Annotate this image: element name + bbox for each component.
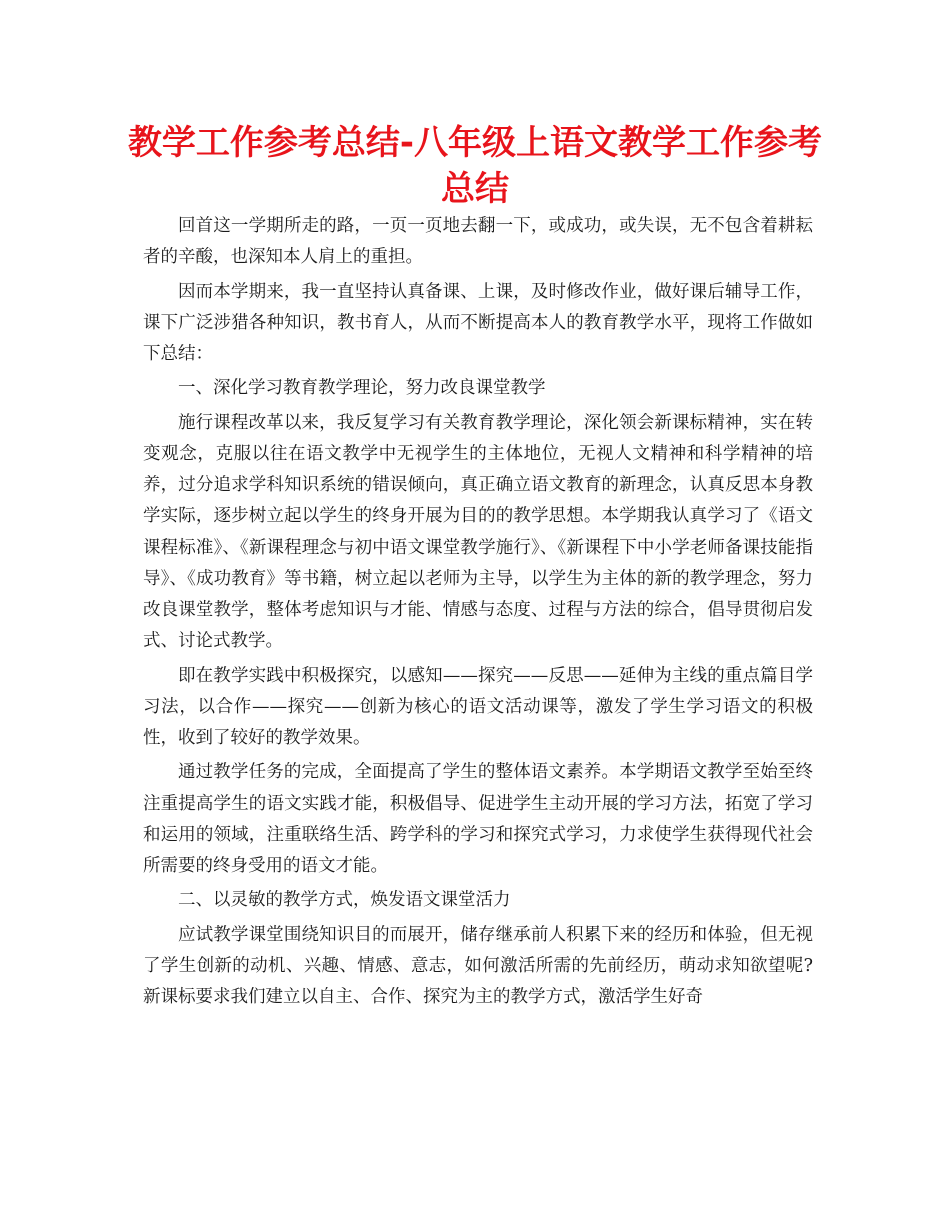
section-heading-2: 二、以灵敏的教学方式，焕发语文课堂活力 <box>178 890 511 911</box>
paragraph-2: 因而本学期来，我一直坚持认真备课、上课，及时修改作业，做好课后辅导工作，课下广泛涉猎各种知识，教书育人，从而不断提高本人的教育教学水平，现将工作做如下总结： <box>143 281 813 364</box>
document-body <box>143 211 813 1017</box>
paragraph-4: 即在教学实践中积极探究，以感知——探究——反思——延伸为主线的重点篇目学习法，以合作——探究——创新为核心的语文活动课等，激发了学生学习语文的积极性，收到了较好的教学效果。 <box>143 665 813 748</box>
paragraph-6: 应试教学课堂围绕知识目的而展开，储存继承前人积累下来的经历和体验，但无视了学生创新的动机、兴趣、情感、意志，如何激活所需的先前经历，萌动求知欲望呢?新课标要求我们建立以自主、合作、探究为主的教学方式，激活学生好奇 <box>143 924 813 1008</box>
document-title: 教学工作参考总结-八年级上语文教学工作参考总结 <box>127 123 823 209</box>
section-heading-1: 一、深化学习教育教学理论，努力改良课堂教学 <box>178 378 546 399</box>
paragraph-3: 施行课程改革以来，我反复学习有关教育教学理论，深化领会新课标精神，实在转变观念，克服以往在语文教学中无视学生的主体地位，无视人文精神和科学精神的培养，过分追求学科知识系统的错误倾向，真正确立语文教育的新理念，认真反思本身教学实际，逐步树立起以学生的终身开展为目的的教学思想。本学期我认真学习了《语文课程标准》、《新课程理念与初中语文课堂教学施行》、《新课程下中小学老师备课技能指导》、《成功教育》等书籍，树立起以老师为主导，以学生为主体的新的教学理念，努力改良课堂教学，整体考虑知识与才能、情感与态度、过程与方法的综合，倡导贯彻启发式、讨论式教学。 <box>143 412 813 652</box>
paragraph-1: 回首这一学期所走的路，一页一页地去翻一下，或成功，或失误，无不包含着耕耘者的辛酸，也深知本人肩上的重担。 <box>143 216 813 268</box>
paragraph-5: 通过教学任务的完成，全面提高了学生的整体语文素养。本学期语文教学至始至终注重提高学生的语文实践才能，积极倡导、促进学生主动开展的学习方法，拓宽了学习和运用的领域，注重联络生活、跨学科的学习和探究式学习，力求使学生获得现代社会所需要的终身受用的语文才能。 <box>143 762 813 876</box>
